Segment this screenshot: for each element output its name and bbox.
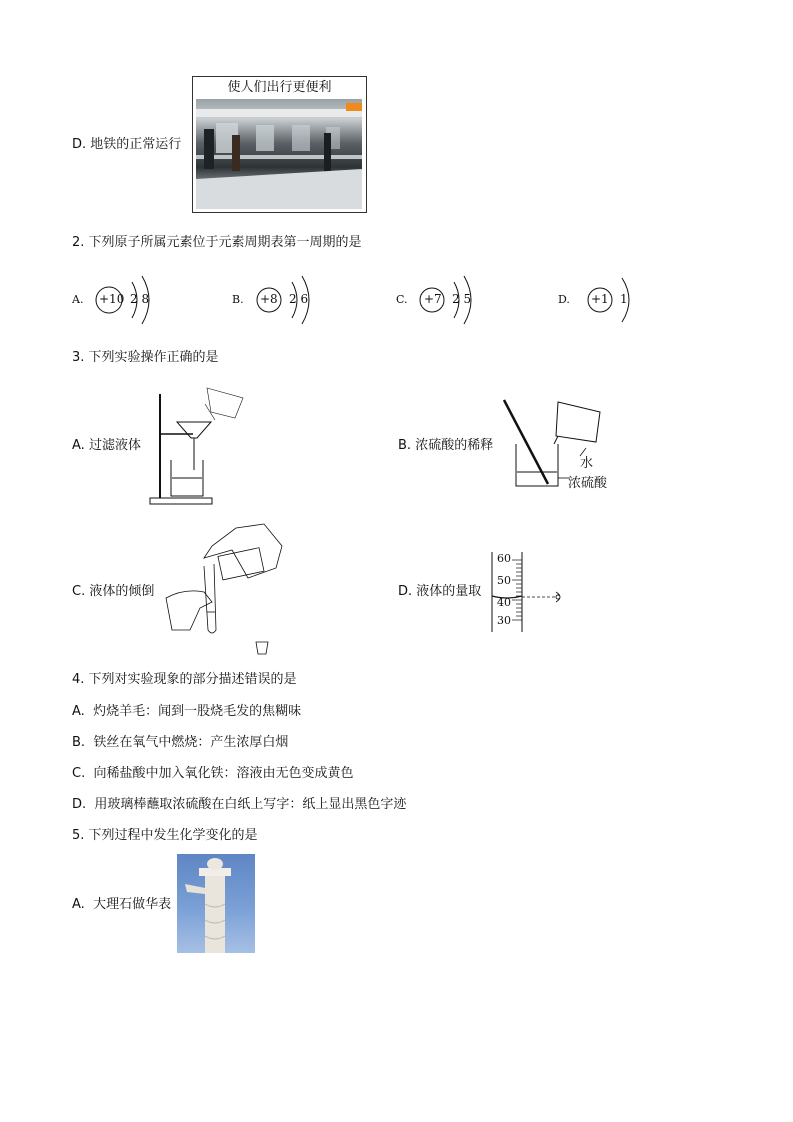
q5-stem: 5. 下列过程中发生化学变化的是 <box>72 828 258 843</box>
option-letter: B. <box>72 735 86 750</box>
subway-image <box>192 76 367 213</box>
option-text: 向稀盐酸中加入氧化铁：溶液由无色变成黄色 <box>93 766 354 781</box>
electron-shells: 1 <box>620 292 628 306</box>
nucleus-charge: +7 <box>424 292 442 306</box>
q2-option-c <box>396 270 496 330</box>
option-text: 铁丝在氧气中燃烧：产生浓厚白烟 <box>93 735 289 750</box>
option-letter: D. <box>72 797 87 812</box>
electron-shells: 2 8 <box>130 292 150 306</box>
q4-option-c <box>72 766 354 782</box>
option-text: 灼烧羊毛：闻到一股烧毛发的焦糊味 <box>93 704 302 719</box>
label-water: 水 <box>580 456 594 471</box>
option-letter: C. <box>396 293 408 306</box>
q2-stem: 2. 下列原子所属元素位于元素周期表第一周期的是 <box>72 235 362 250</box>
pouring-liquid-illustration <box>160 518 290 663</box>
q3-option-a <box>72 438 141 454</box>
option-letter: D. <box>558 293 570 306</box>
subway-photo <box>196 99 362 209</box>
q1-option-d <box>72 137 181 153</box>
subway-platform-illustration <box>196 99 362 209</box>
option-letter: B. <box>232 293 244 306</box>
cylinder-tick-label: 60 <box>497 552 511 565</box>
filtration-apparatus-illustration <box>145 384 250 509</box>
option-letter: D. <box>72 137 87 152</box>
option-text: 过滤液体 <box>88 438 141 453</box>
q4-option-a <box>72 704 301 720</box>
q4-option-b <box>72 735 288 751</box>
option-letter: C. <box>72 766 86 781</box>
option-letter: D. <box>398 584 413 599</box>
cylinder-tick-label: 50 <box>497 574 511 587</box>
q3-option-c <box>72 584 154 600</box>
q2-option-b <box>232 270 332 330</box>
q3-stem: 3. 下列实验操作正确的是 <box>72 350 219 365</box>
option-text: 浓硫酸的稀释 <box>415 438 494 453</box>
nucleus-charge: +8 <box>260 292 278 306</box>
label-conc-sulfuric-acid: 浓硫酸 <box>568 476 608 491</box>
q5-option-a <box>72 897 171 913</box>
option-text: 液体的倾倒 <box>89 584 155 599</box>
q3-option-d <box>398 584 481 600</box>
option-text: 大理石做华表 <box>93 897 172 912</box>
cylinder-tick-label: 40 <box>497 596 511 609</box>
q2-option-a <box>72 270 172 330</box>
option-letter: A. <box>72 897 85 912</box>
option-text: 液体的量取 <box>416 584 482 599</box>
huabiao-pillar-image <box>177 854 255 953</box>
option-text: 用玻璃棒蘸取浓硫酸在白纸上写字：纸上显出黑色字迹 <box>94 797 407 812</box>
cylinder-tick-label: 30 <box>497 614 511 627</box>
q4-stem: 4. 下列对实验现象的部分描述错误的是 <box>72 672 297 687</box>
option-text: 地铁的正常运行 <box>90 137 182 152</box>
q4-option-d <box>72 797 406 813</box>
subway-image-caption: 使人们出行更便利 <box>227 80 332 95</box>
electron-shells: 2 5 <box>452 292 472 306</box>
q3-option-b <box>398 438 493 454</box>
option-letter: A. <box>72 704 85 719</box>
electron-shells: 2 6 <box>289 292 309 306</box>
huabiao-pillar-illustration <box>177 854 255 953</box>
option-letter: A. <box>72 438 85 453</box>
option-letter: C. <box>72 584 86 599</box>
option-letter: B. <box>398 438 412 453</box>
nucleus-charge: +1 <box>591 292 609 306</box>
option-letter: A. <box>72 293 84 306</box>
q2-option-d <box>558 270 648 330</box>
nucleus-charge: +10 <box>99 292 125 306</box>
